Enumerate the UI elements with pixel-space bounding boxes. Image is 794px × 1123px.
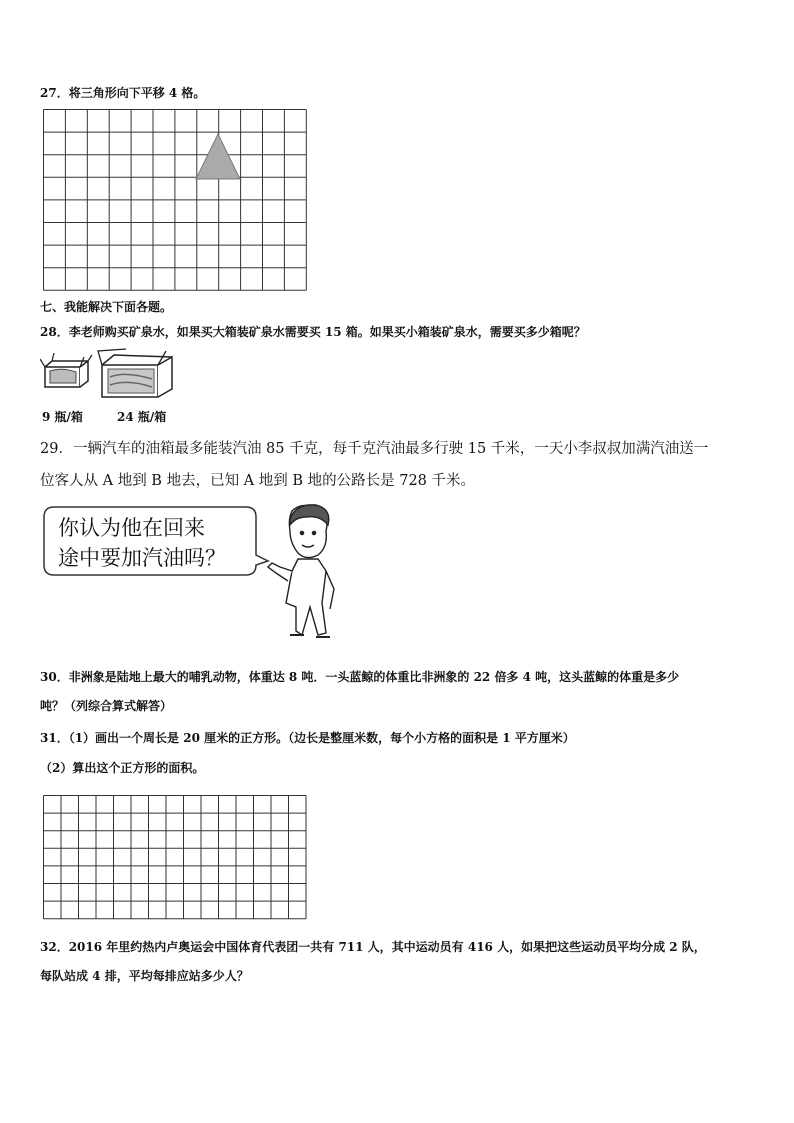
boy-figure — [268, 505, 334, 637]
triangle-shape — [196, 134, 240, 179]
small-box-label: 9 瓶/箱 — [42, 410, 83, 424]
question-27-text: 27．将三角形向下平移 4 格。 — [40, 86, 206, 100]
small-box-illustration — [40, 345, 100, 395]
translation-grid — [43, 109, 307, 293]
question-30-line-2: 吨？（列综合算式解答） — [40, 699, 173, 713]
large-box-label: 24 瓶/箱 — [117, 410, 167, 424]
question-28-text: 28．李老师购买矿泉水，如果买大箱装矿泉水需要买 15 箱。如果买小箱装矿泉水，需要买多少箱呢？ — [40, 325, 586, 339]
question-29-line-2: 位客人从 A 地到 B 地去，已知 A 地到 B 地的公路长是 728 千米。 — [40, 473, 476, 489]
question-29-line-1: 29．一辆汽车的油箱最多能装汽油 85 千克，每千克汽油最多行驶 15 千米，一天小李叔叔加满汽油送一 — [40, 441, 709, 457]
question-30-line-1: 30．非洲象是陆地上最大的哺乳动物，体重达 8 吨．一头蓝鲸的体重比非洲象的 22 倍多 4 吨，这头蓝鲸的体重是多少 — [40, 670, 680, 684]
question-31-line-2: （2）算出这个正方形的面积。 — [40, 761, 205, 775]
section-7-heading: 七、我能解决下面各题。 — [40, 300, 173, 314]
bubble-line-2: 途中要加汽油吗？ — [58, 546, 226, 570]
bubble-line-1: 你认为他在回来 — [58, 516, 205, 540]
question-32-line-1: 32．2016 年里约热内卢奥运会中国体育代表团一共有 711 人，其中运动员有 416 人，如果把这些运动员平均分成 2 队， — [40, 940, 706, 954]
question-31-line-1: 31．（1）画出一个周长是 20 厘米的正方形。（边长是整厘米数，每个小方格的面积是 1 平方厘米） — [40, 731, 575, 745]
large-box-illustration — [96, 347, 178, 403]
speech-bubble-illustration — [40, 503, 340, 648]
square-drawing-grid — [43, 795, 309, 920]
question-32-line-2: 每队站成 4 排，平均每排应站多少人？ — [40, 969, 249, 983]
